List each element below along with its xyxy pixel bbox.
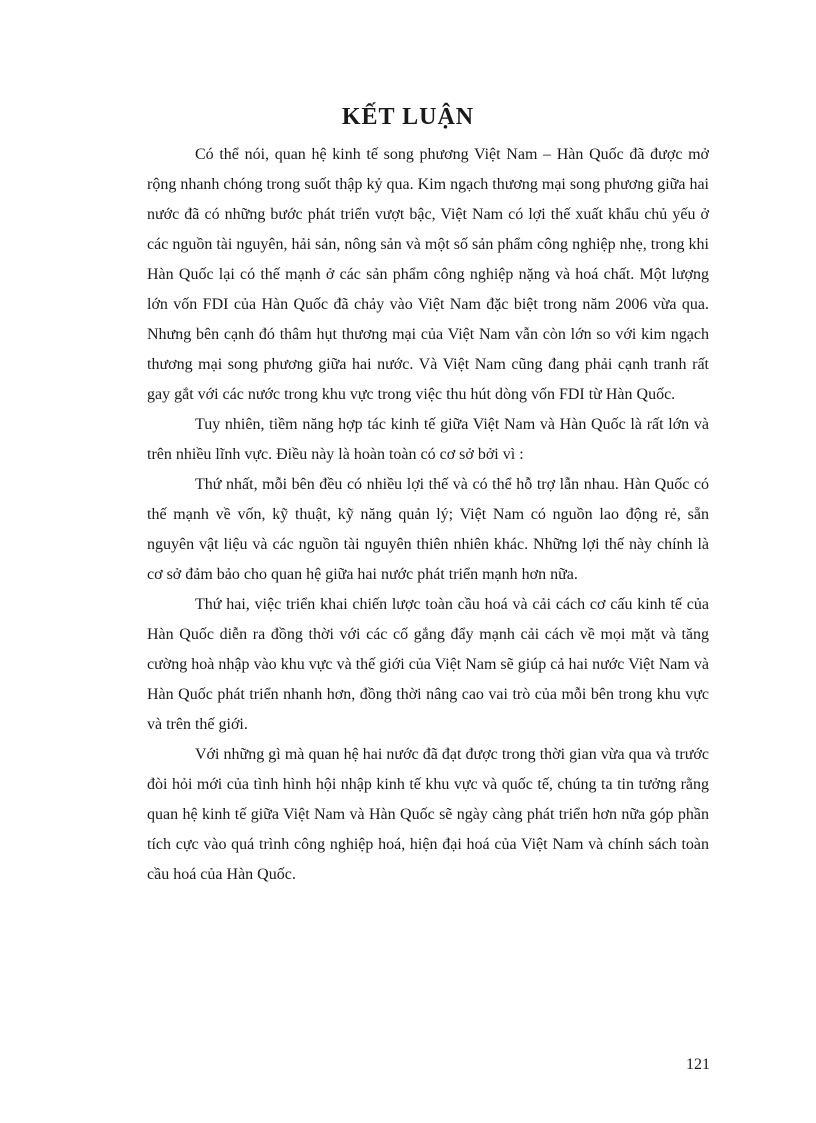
paragraph-5: Với những gì mà quan hệ hai nước đã đạt được trong thời gian vừa qua và trước đòi hỏi mới của tình hình hội nhập kinh tế khu vực và quốc tế, chúng ta tin tưởng rằng quan hệ kinh tế giữa Việt Nam và Hàn Quốc sẽ ngày càng phát triển hơn nữa góp phần tích cực vào quá trình công nghiệp hoá, hiện đại hoá của Việt Nam và chính sách toàn cầu hoá của Hàn Quốc.	[147, 746, 709, 883]
page-number: 121	[686, 1056, 710, 1073]
paragraph-3: Thứ nhất, mỗi bên đều có nhiều lợi thế và có thể hỗ trợ lẫn nhau. Hàn Quốc có thế mạnh về vốn, kỹ thuật, kỹ năng quản lý; Việt Nam có nguồn lao động rẻ, sẵn nguyên vật liệu và các nguồn tài nguyên thiên nhiên khác. Những lợi thế này chính là cơ sở đảm bảo cho quan hệ giữa hai nước phát triển mạnh hơn nữa.	[147, 476, 709, 583]
paragraph-4: Thứ hai, việc triển khai chiến lược toàn cầu hoá và cải cách cơ cấu kinh tế của Hàn Quốc diễn ra đồng thời với các cố gắng đẩy mạnh cải cách về mọi mặt và tăng cường hoà nhập vào khu vực và thế giới của Việt Nam sẽ giúp cả hai nước Việt Nam và Hàn Quốc phát triển nhanh hơn, đồng thời nâng cao vai trò của mỗi bên trong khu vực và trên thế giới.	[147, 596, 709, 733]
paragraph-2: Tuy nhiên, tiềm năng hợp tác kinh tế giữa Việt Nam và Hàn Quốc là rất lớn và trên nhiều lĩnh vực. Điều này là hoàn toàn có cơ sở bởi vì :	[147, 416, 709, 463]
page-title: KẾT LUẬN	[341, 104, 475, 130]
paragraph-1: Có thể nói, quan hệ kinh tế song phương Việt Nam – Hàn Quốc đã được mở rộng nhanh chóng trong suốt thập kỷ qua. Kim ngạch thương mại song phương giữa hai nước đã có những bước phát triển vượt bậc, Việt Nam có lợi thế xuất khẩu chủ yếu ở các nguồn tài nguyên, hải sản, nông sản và một số sản phẩm công nghiệp nhẹ, trong khi Hàn Quốc lại có thế mạnh ở các sản phẩm công nghiệp nặng và hoá chất. Một lượng lớn vốn FDI của Hàn Quốc đã chảy vào Việt Nam đặc biệt trong năm 2006 vừa qua. Nhưng bên cạnh đó thâm hụt thương mại của Việt Nam vẫn còn lớn so với kim ngạch thương mại song phương giữa hai nước. Và Việt Nam cũng đang phải cạnh tranh rất gay gắt với các nước trong khu vực trong việc thu hút dòng vốn FDI từ Hàn Quốc.	[147, 146, 709, 403]
body-text	[147, 140, 709, 890]
